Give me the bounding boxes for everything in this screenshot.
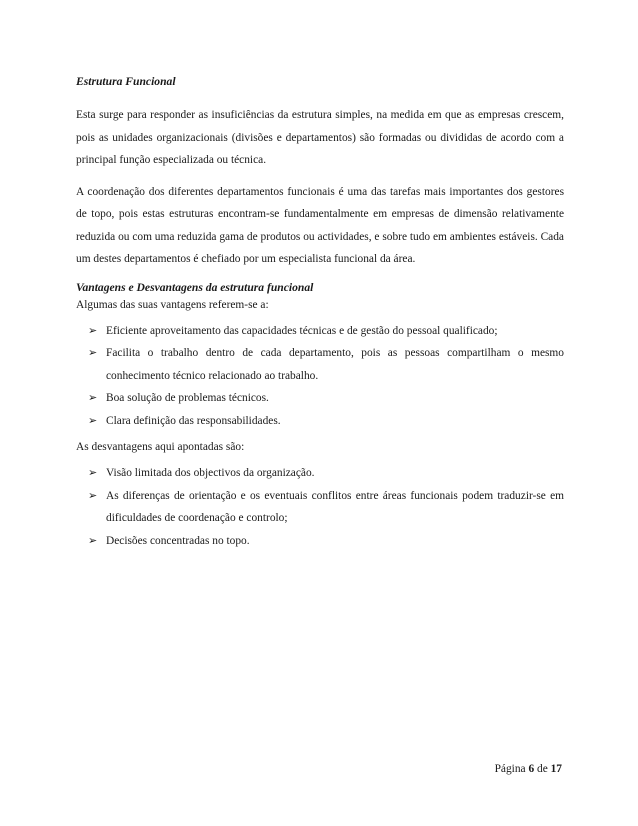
page-content — [76, 74, 564, 558]
subheading: Vantagens e Desvantagens da estrutura funcional — [76, 280, 314, 294]
footer-middle: de — [534, 763, 551, 775]
list-item — [76, 530, 564, 553]
list-item-text: As diferenças de orientação e os eventuais conflitos entre áreas funcionais podem traduzir-se em dificuldades de coordenação e controlo; — [106, 489, 564, 524]
arrow-bullet-icon: ➢ — [88, 391, 98, 404]
paragraph: A coordenação dos diferentes departamentos funcionais é uma das tarefas mais importantes dos gestores de topo, pois estas estruturas encontram-se fundamentalmente em empresas de dimensão relativamente reduzida ou com uma reduzida gama de produtos ou actividades, e sobre tudo em ambientes estáveis. Cada um destes departamentos é chefiado por um especialista funcional da área. — [76, 185, 564, 265]
list-item — [76, 485, 564, 530]
list-item — [76, 320, 564, 343]
arrow-bullet-icon: ➢ — [88, 413, 98, 427]
advantages-list — [76, 320, 564, 433]
list-item-text: Visão limitada dos objectivos da organização. — [106, 467, 315, 479]
disadvantages-intro: As desvantagens aqui apontadas são: — [76, 441, 245, 453]
footer-page-number: 6 — [528, 763, 535, 775]
disadvantages-list — [76, 462, 564, 552]
list-item — [76, 342, 564, 387]
list-item — [76, 462, 564, 485]
arrow-bullet-icon: ➢ — [88, 466, 98, 479]
section-title: Estrutura Funcional — [76, 75, 176, 88]
list-item-text: Decisões concentradas no topo. — [106, 534, 250, 547]
list-item-text: Clara definição das responsabilidades. — [106, 414, 281, 427]
list-item-text: Boa solução de problemas técnicos. — [106, 392, 269, 404]
arrow-bullet-icon: ➢ — [88, 346, 98, 359]
advantages-intro: Algumas das suas vantagens referem-se a: — [76, 298, 269, 311]
list-item — [76, 387, 564, 410]
list-item-text: Facilita o trabalho dentro de cada departamento, pois as pessoas compartilham o mesmo conhecimento técnico relacionado ao trabalho. — [106, 347, 564, 382]
page-footer — [495, 763, 562, 775]
paragraph: Esta surge para responder as insuficiências da estrutura simples, na medida em que as empresas crescem, pois as unidades organizacionais (divisões e departamentos) são formadas ou divididas de acordo com a principal função especializada ou técnica. — [76, 109, 564, 166]
footer-total-pages: 17 — [550, 763, 562, 775]
arrow-bullet-icon: ➢ — [88, 533, 98, 547]
footer-prefix: Página — [494, 763, 529, 775]
list-item-text: Eficiente aproveitamento das capacidades técnicas e de gestão do pessoal qualificado; — [106, 324, 498, 337]
arrow-bullet-icon: ➢ — [88, 323, 98, 337]
arrow-bullet-icon: ➢ — [88, 488, 98, 502]
list-item — [76, 410, 564, 433]
